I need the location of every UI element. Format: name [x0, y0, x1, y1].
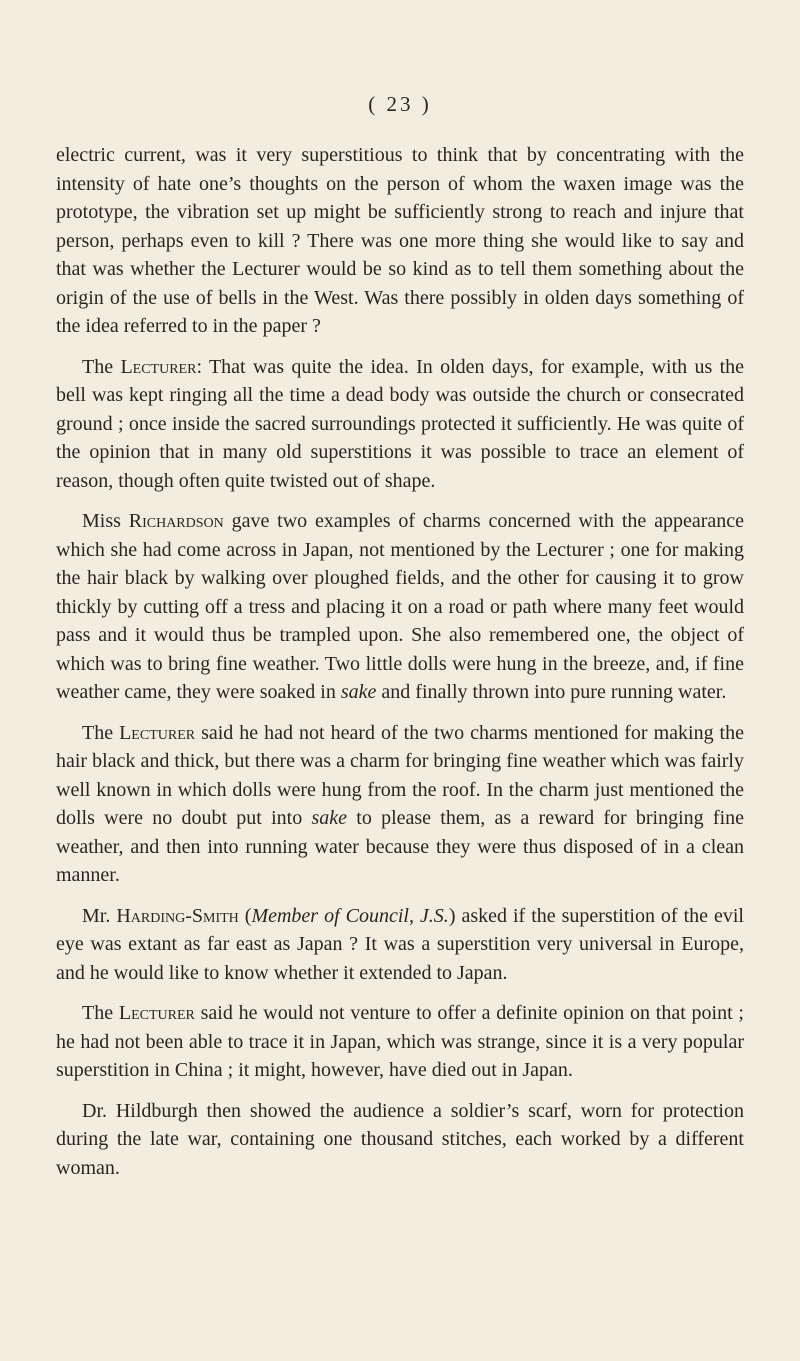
- text-run: said he would not venture to offer a definite opinion on that point ; he had not been able to trace it in Japan, which was strange, since it is a very popular superstition in China ; it might, however, have died out in Japan.: [56, 1002, 744, 1081]
- text-run: to please them, as a reward for bringing fine weather, and then into running water because they were thus disposed of in a clean manner.: [56, 807, 744, 886]
- paragraph-p5: [56, 902, 744, 988]
- paragraph-p7: [56, 1097, 744, 1183]
- text-run: The: [82, 1002, 119, 1024]
- text-run: (: [238, 904, 252, 927]
- speaker-name: Lecturer: [119, 721, 196, 744]
- text-run: The: [82, 355, 121, 378]
- italic-text: sake: [311, 807, 348, 829]
- text-run: Miss: [82, 510, 129, 532]
- text-run: electric current, was it very superstitious to think that by concentrating with the intensity of hate one’s thoughts on the person of whom the waxen image was the prototype, the vibration set up might be sufficiently strong to reach and injure that person, perhaps even to kill ? There was one more thing she would like to say and that was whether the Lecturer would be so kind as to tell them something about the origin of the use of bells in the West. Was there possibly in olden days something of the idea referred to in the paper ?: [56, 144, 744, 337]
- text-run: Mr.: [82, 904, 117, 927]
- page-number: ( 23 ): [368, 92, 432, 116]
- speaker-name: Lecturer: [118, 1002, 195, 1024]
- text-run: : That was quite the idea. In olden days, for example, with us the bell was kept ringing all the time a dead body was outside the church or consecrated ground ; once inside the sacred surroundings protected it sufficiently. He was quite of the opinion that in many old superstitions it was possible to trace an element of reason, though often quite twisted out of shape.: [56, 355, 745, 492]
- italic-text: sake: [340, 681, 377, 703]
- body-text: [56, 141, 744, 1182]
- speaker-name: Harding-Smith: [116, 904, 239, 927]
- text-run: ) asked if the superstition of the evil eye was extant as far east as Japan ? It was a superstition very universal in Europe, and he would like to know whether it extended to Japan.: [56, 904, 744, 984]
- italic-text: Member of Council, J.S.: [251, 904, 449, 927]
- text-run: gave two examples of charms concerned with the appearance which she had come across in Japan, not mentioned by the Lecturer ; one for making the hair black by walking over ploughed fields, and the other for causing it to grow thickly by cutting off a tress and placing it on a road or path where many feet would pass and it would thus be trampled upon. She also remembered one, the object of which was to bring fine weather. Two little dolls were hung in the breeze, and, if fine weather came, they were soaked in: [56, 510, 745, 703]
- paragraph-p6: [56, 999, 744, 1085]
- text-run: The: [82, 721, 120, 744]
- speaker-name: Lecturer: [120, 355, 197, 378]
- paragraph-p3: [56, 507, 744, 707]
- text-run: said he had not heard of the two charms mentioned for making the hair black and thick, but there was a charm for bringing fine weather which was fairly well known in which dolls were hung from the roof. In the charm just mentioned the dolls were no doubt put into: [56, 721, 744, 829]
- paragraph-p1: [56, 141, 744, 341]
- text-run: Dr. Hildburgh then showed the audience a soldier’s scarf, worn for protection during the late war, containing one thousand stitches, each worked by a different woman.: [56, 1099, 744, 1179]
- text-run: and finally thrown into pure running water.: [376, 681, 727, 703]
- paragraph-p2: [56, 353, 744, 496]
- paragraph-p4: [56, 719, 744, 890]
- speaker-name: Richardson: [128, 510, 224, 532]
